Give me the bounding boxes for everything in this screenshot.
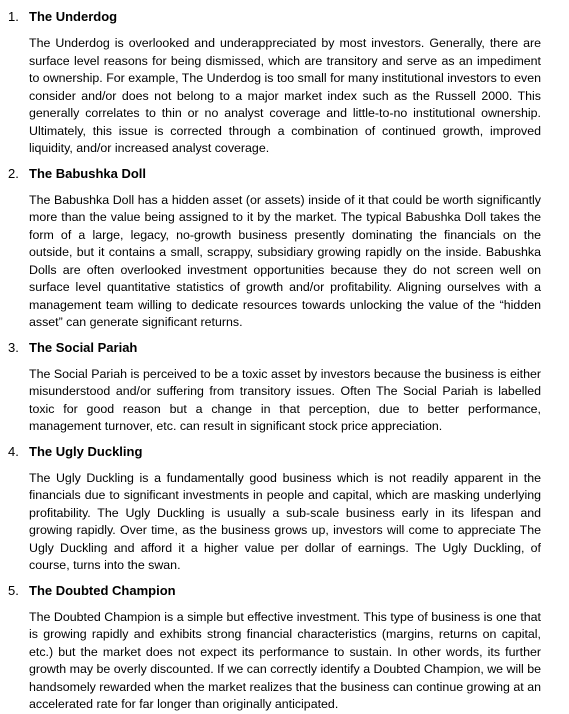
list-item-social-pariah — [8, 338, 541, 436]
item-paragraph: The Underdog is overlooked and underappreciated by most investors. Generally, there are surface level reasons for being dismissed, which are transitory and serve as an impediment to ownership. For example, The Underdog is too small for many institutional investors to even consider and/or does not belong to a major market index such as the Russell 2000. This generally correlates to thin or no analyst coverage and little-to-no institutional ownership. Ultimately, this issue is corrected through a combination of continued growth, improved liquidity, and/or increased analyst coverage. — [29, 36, 541, 155]
item-title: The Doubted Champion — [29, 582, 176, 598]
item-paragraph: The Doubted Champion is a simple but effective investment. This type of business is one that is growing rapidly and exhibits strong financial characteristics (margins, returns on capital, etc.) but the market does not expect its performance to sustain. In other words, its further growth may be overly discounted. If we can correctly identify a Doubted Champion, we will be handsomely rewarded when the market realizes that the business can continue growing at an accelerated rate for far longer than originally anticipated. — [29, 609, 541, 711]
item-heading — [8, 338, 541, 358]
item-heading — [8, 7, 541, 27]
item-number: 5. — [8, 582, 19, 598]
item-title: The Social Pariah — [29, 339, 138, 355]
item-heading — [8, 164, 541, 184]
item-heading — [8, 581, 541, 601]
item-paragraph: The Ugly Duckling is a fundamentally good business which is not readily apparent in the financials due to significant investments in people and capital, which are masking underlying profitability. The Ugly Duckling is usually a sub-scale business early in its lifespan and growing rapidly. Over time, as the business grows up, investors will come to appreciate The Ugly Duckling and afford it a higher value per dollar of earnings. The Ugly Duckling, of course, turns into the swan. — [29, 470, 541, 572]
item-number: 1. — [8, 9, 19, 24]
item-title: The Underdog — [29, 9, 118, 24]
item-number: 2. — [8, 165, 19, 181]
list-item-underdog — [8, 7, 541, 158]
item-title: The Babushka Doll — [29, 165, 147, 181]
item-heading — [8, 442, 541, 462]
list-item-ugly-duckling — [8, 442, 541, 575]
item-paragraph: The Social Pariah is perceived to be a toxic asset by investors because the business is either misunderstood and/or suffering from transitory issues. Often The Social Pariah is labelled toxic for good reason but a change in that perception, due to better performance, management turnover, etc. can result in significant stock price appreciation. — [29, 366, 541, 433]
list-item-babushka-doll — [8, 164, 541, 332]
item-title: The Ugly Duckling — [29, 443, 143, 459]
list-item-doubted-champion — [8, 581, 541, 714]
item-number: 3. — [8, 339, 19, 355]
item-number: 4. — [8, 443, 19, 459]
item-paragraph: The Babushka Doll has a hidden asset (or assets) inside of it that could be worth significantly more than the value being assigned to it by the market. The typical Babushka Doll takes the form of a large, legacy, no-growth business presently dominating the financials on the outside, but it contains a small, scrappy, subsidiary growing rapidly on the inside. Babushka Dolls are often overlooked investment opportunities because they do not screen well on surface level quantitative statistics of growth and/or profitability. Aligning ourselves with a management team willing to dedicate resources towards unlocking the value of the “hidden asset” can generate significant returns. — [29, 192, 541, 329]
